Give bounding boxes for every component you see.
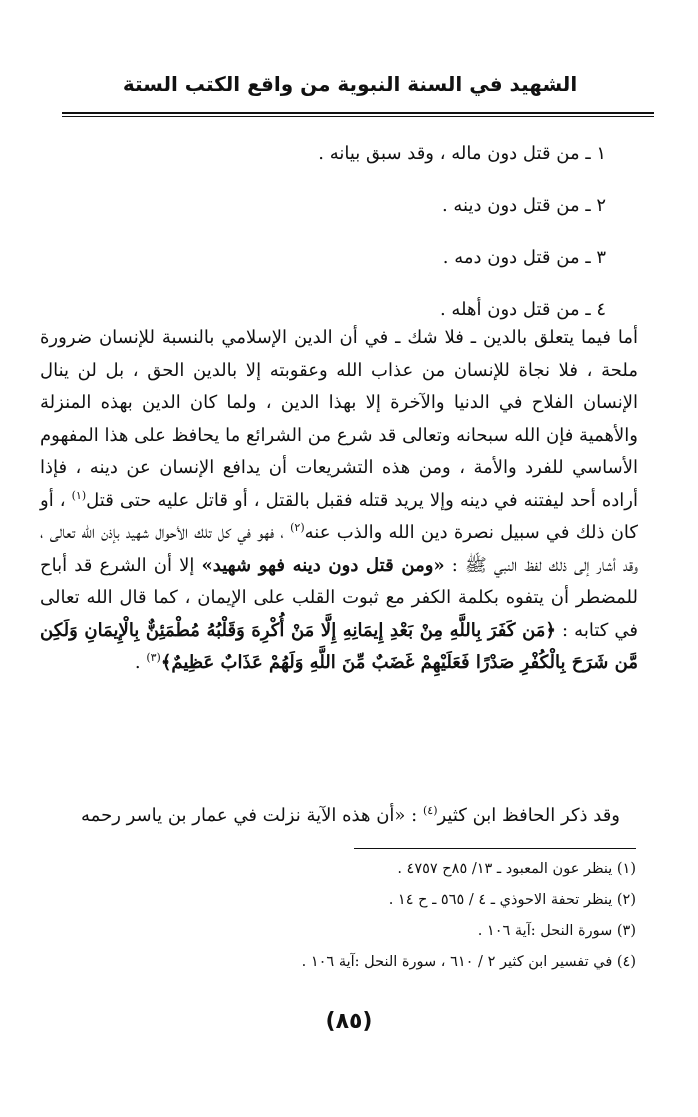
- footnote: (١) ينظر عون المعبود ـ ١٣/ ٨٥ح ٤٧٥٧ .: [397, 861, 636, 877]
- list-item: ٢ ـ من قتل دون دينه .: [441, 195, 606, 216]
- running-header: الشهيد في السنة النبوية من واقع الكتب الستة: [122, 72, 578, 96]
- second-paragraph: [40, 800, 638, 832]
- footnote-ref-4: (٤): [422, 804, 438, 817]
- footnote-ref-3: (٣): [146, 651, 161, 664]
- footnote: (٣) سورة النحل :آية ١٠٦ .: [477, 923, 636, 939]
- footnote-ref-1: (١): [71, 488, 87, 502]
- quran-verse: ﴿مَن كَفَرَ بِاللَّهِ مِنْ بَعْدِ إِيمَانِهِ إِلَّا مَنْ أُكْرِهَ وَقَلْبُهُ مُطْمَئِنٌّ بِالْإِيمَانِ وَلَكِن مَّن شَرَحَ بِالْكُفْرِ صَدْرًا فَعَلَيْهِمْ غَضَبٌ مِّنَ اللَّهِ وَلَهُمْ عَذَابٌ عَظِيمٌ﴾: [40, 619, 638, 673]
- footnote-separator: [354, 848, 636, 849]
- list-item: ٣ ـ من قتل دون دمه .: [442, 247, 606, 268]
- paragraph-text: .: [134, 652, 147, 673]
- footnote-ref-2: (٢): [290, 521, 305, 534]
- list-item: ١ ـ من قتل دون ماله ، وقد سبق بيانه .: [318, 143, 606, 164]
- paragraph-text: وقد ذكر الحافظ ابن كثير: [437, 805, 620, 826]
- footnote: (٤) في تفسير ابن كثير ٢ / ٦١٠ ، سورة النحل :آية ١٠٦ .: [301, 954, 636, 970]
- list-item: ٤ ـ من قتل دون أهله .: [439, 299, 606, 320]
- paragraph-text: إلا أن الشرع قد أباح للمضطر أن يتفوه بكلمة الكفر مع ثبوت القلب على الإيمان ، كما قال الله تعالى في كتابه :: [40, 554, 638, 641]
- hadith-quote: «ومن قتل دون دينه فهو شهيد»: [201, 554, 445, 576]
- enumerated-list: [86, 128, 606, 336]
- header-rule-thin: [62, 116, 654, 117]
- paragraph-text: ، فهو في كل تلك الأحوال شهيد بإذن الله تعالى ، وقد أشار إلى ذلك لفظ النبي ﷺ :: [40, 522, 638, 576]
- footnotes: [76, 854, 636, 978]
- main-paragraph: [40, 322, 638, 680]
- paragraph-text: ، أو كان ذلك في سبيل نصرة دين الله والذب عنه: [40, 489, 638, 543]
- paragraph-text: أما فيما يتعلق بالدين ـ فلا شك ـ في أن الدين الإسلامي بالنسبة للإنسان ضرورة ملحة ، فلا نجاة للإنسان من عذاب الله وعقوبته إلا بالدين الحق ، بل لن ينال الإنسان الفلاح في الدنيا والآخرة إلا بهذا الدين ، ولما كان الدين بهذه المنزلة والأهمية فإن الله سبحانه وتعالى قد شرع من الشرائع ما يحافظ على هذا المفهوم الأساسي للفرد والأمة ، ومن هذه التشريعات أن يدافع الإنسان عن دينه ، فإذا أراده أحد ليفتنه في دينه وإلا يريد قتله فقبل بالقتل ، أو قاتل عليه حتى قتل: [40, 327, 638, 511]
- page-number: (٨٥): [325, 1009, 373, 1034]
- header-rule: [62, 112, 654, 114]
- footnote: (٢) ينظر تحفة الاحوذي ـ ٤ / ٥٦٥ ـ ح ١٤ .: [388, 892, 636, 908]
- paragraph-text: : «أن هذه الآية نزلت في عمار بن ياسر رحمه: [81, 805, 423, 826]
